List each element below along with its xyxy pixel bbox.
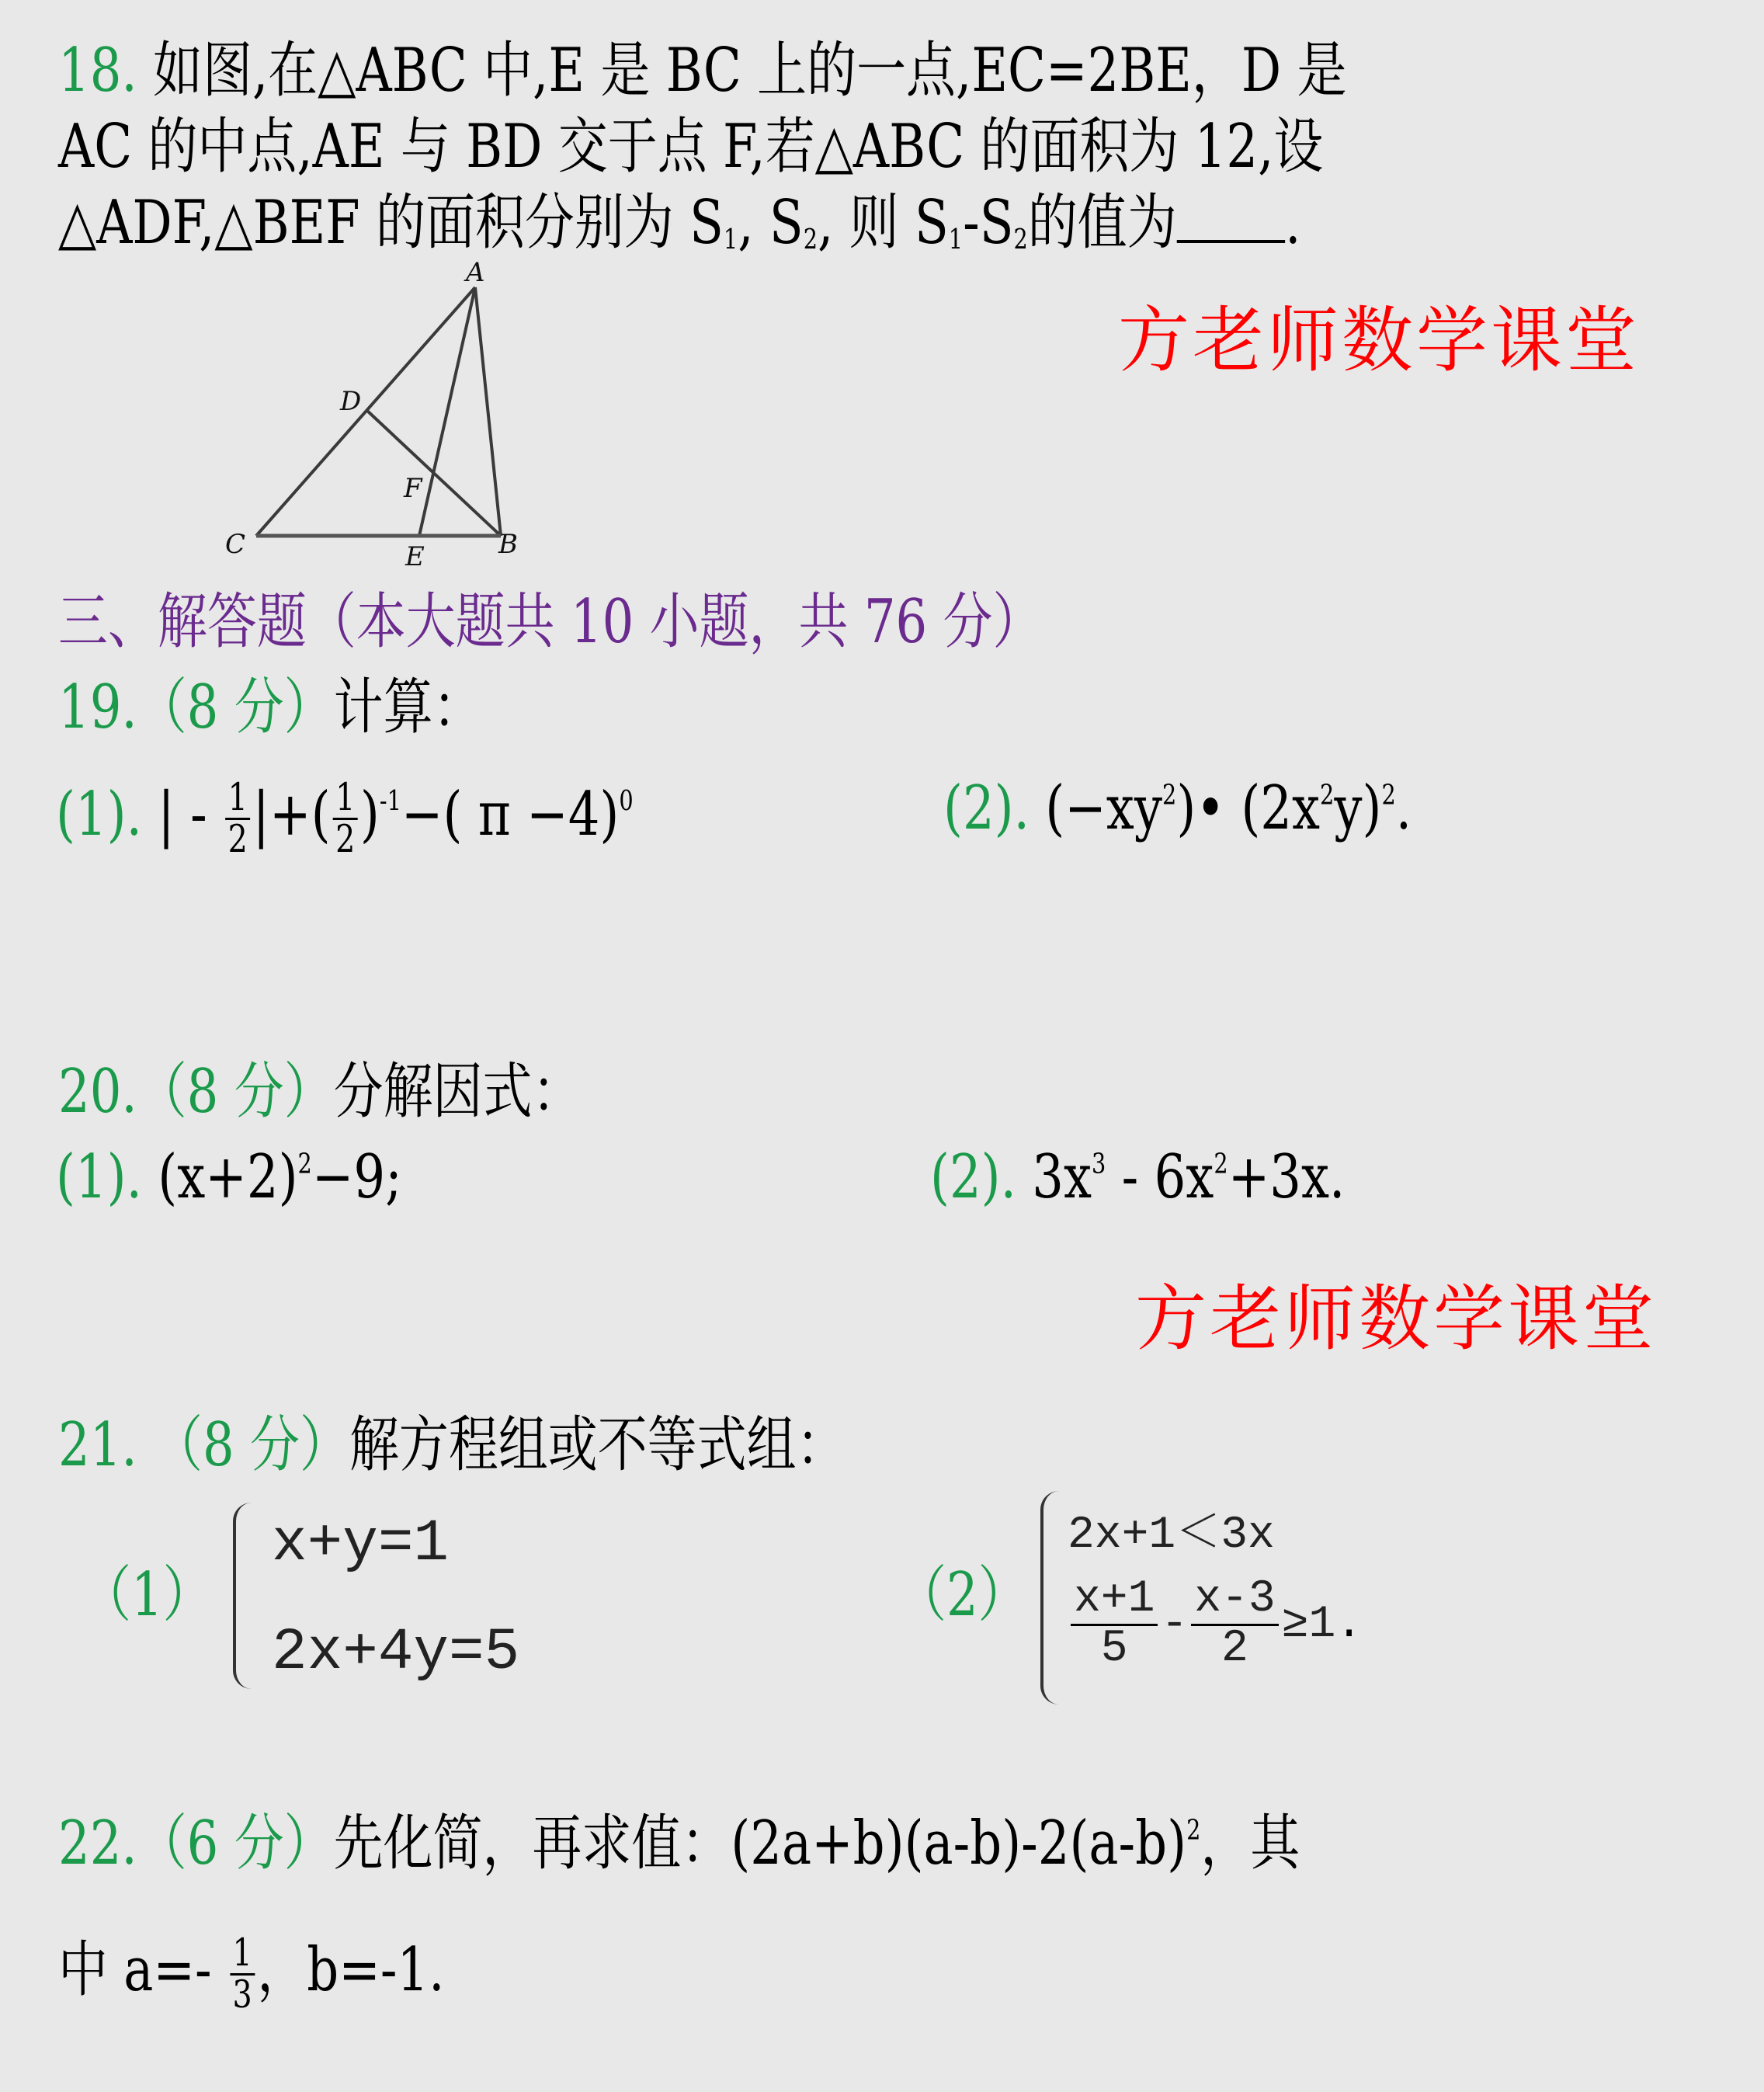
expr: (x+2) <box>158 1142 298 1212</box>
exponent: 0 <box>619 785 634 818</box>
q18-text-3c: 的值为 <box>1027 188 1177 258</box>
q18-number: 18. <box>58 36 137 106</box>
numerator: 1 <box>333 778 358 820</box>
subscript: 1 <box>948 224 964 256</box>
brace <box>1040 1491 1059 1705</box>
triangle-figure <box>217 256 543 582</box>
denominator: 2 <box>227 817 248 861</box>
q18-text-3a: △ADF,△BEF 的面积分别为 S <box>58 188 724 258</box>
brace <box>233 1503 252 1689</box>
fraction <box>333 778 358 860</box>
q18-line-1 <box>58 36 1347 106</box>
section-3-title: 三、解答题（本大题共 10 小题，共 76 分） <box>58 587 1043 657</box>
q20-heading <box>58 1057 582 1127</box>
exponent: 2 <box>1186 1814 1201 1847</box>
expr: −( π −4) <box>401 779 620 850</box>
q20-number: 20.（8 分） <box>58 1057 334 1127</box>
expr: y) <box>1334 773 1382 843</box>
exponent: 2 <box>1214 1148 1228 1180</box>
exponent: 2 <box>297 1148 312 1180</box>
q19-part-1 <box>56 778 634 860</box>
label-C: C <box>225 529 246 560</box>
q19-part-2 <box>943 773 1412 843</box>
exponent: 2 <box>1381 779 1396 811</box>
q22-number: 22.（6 分） <box>58 1809 334 1878</box>
numerator: x+1 <box>1071 1576 1158 1626</box>
expr: . <box>1395 773 1412 843</box>
label-F: F <box>404 473 422 504</box>
inequality-1: 2x+1＜3x <box>1068 1510 1275 1561</box>
q18-text-comma: , S <box>738 188 804 258</box>
expr: −9; <box>311 1142 402 1212</box>
q20-part-1 <box>56 1142 402 1212</box>
part-label: (1). <box>56 1142 142 1212</box>
q19-prompt: 计算： <box>333 672 483 742</box>
numerator: 1 <box>230 1934 255 1976</box>
q22-line-2 <box>58 1931 445 2017</box>
expr: - <box>1161 1599 1189 1650</box>
q22-text: ，b=-1. <box>257 1934 445 2005</box>
answer-blank <box>1177 193 1285 243</box>
q21-prompt: 解方程组或不等式组： <box>349 1410 846 1480</box>
label-A: A <box>466 257 485 288</box>
q21-heading <box>58 1410 846 1480</box>
expr: )• (2x <box>1176 773 1321 843</box>
subscript: 2 <box>803 224 818 256</box>
part-label: (1). <box>56 779 142 850</box>
equation-2: 2x+4y=5 <box>272 1619 520 1686</box>
expr: - 6x <box>1106 1142 1214 1212</box>
watermark-1: 方老师数学课堂 <box>1118 299 1641 382</box>
expr: (−xy <box>1045 773 1163 843</box>
q20-prompt: 分解因式： <box>333 1057 582 1127</box>
q21-part-2-label: （2） <box>897 1560 1028 1630</box>
fraction <box>230 1931 255 2017</box>
q19-heading <box>58 672 483 742</box>
part-label: (2). <box>930 1142 1016 1212</box>
denominator: 2 <box>1221 1623 1248 1674</box>
numerator: x-3 <box>1191 1576 1278 1626</box>
subscript: 2 <box>1013 224 1028 256</box>
q18-line-3 <box>58 188 1301 258</box>
expr: ≥1 <box>1281 1599 1336 1650</box>
q22-text: 先化简，再求值：(2a+b)(a-b)-2(a-b) <box>333 1809 1187 1878</box>
q18-text-3b: , 则 S <box>818 188 949 258</box>
numerator: 1 <box>225 778 250 820</box>
q18-text-1: 如图,在△ABC 中,E 是 BC 上的一点,EC=2BE，D 是 <box>153 36 1347 106</box>
part-label: (2). <box>943 773 1030 843</box>
expr: |+( <box>252 779 331 850</box>
q22-line-1 <box>58 1809 1300 1878</box>
q21-part-1-label: （1） <box>82 1560 213 1630</box>
exponent: -1 <box>379 785 401 818</box>
equation-1: x+y=1 <box>272 1510 450 1577</box>
q18-line-2 <box>58 112 1324 182</box>
denominator: 2 <box>335 817 356 861</box>
denominator: 5 <box>1100 1623 1128 1674</box>
q19-number: 19.（8 分） <box>58 672 334 742</box>
expr: . <box>1335 1599 1363 1650</box>
fraction <box>1191 1576 1278 1673</box>
inequality-2 <box>1068 1576 1363 1673</box>
q22-text: 中 a=- <box>58 1934 212 2005</box>
exponent: 3 <box>1092 1148 1106 1180</box>
expr: ) <box>359 779 380 850</box>
q18-text-2: AC 的中点,AE 与 BD 交于点 F,若△ABC 的面积为 12,设 <box>58 112 1324 182</box>
fraction <box>225 778 250 860</box>
fraction <box>1071 1576 1158 1673</box>
q20-part-2 <box>930 1142 1346 1212</box>
exponent: 2 <box>1320 779 1335 811</box>
expr: 3x <box>1032 1142 1092 1212</box>
exponent: 2 <box>1162 779 1177 811</box>
denominator: 3 <box>232 1972 252 2017</box>
label-D: D <box>340 386 362 417</box>
q21-number: 21. （8 分） <box>58 1410 349 1480</box>
expr: | - <box>158 779 207 850</box>
q22-text: ，其 <box>1200 1809 1300 1878</box>
label-E: E <box>405 541 425 572</box>
q18-text-minus: -S <box>963 188 1014 258</box>
expr: +3x. <box>1228 1142 1346 1212</box>
label-B: B <box>498 529 518 560</box>
q18-end: . <box>1285 188 1301 258</box>
watermark-2: 方老师数学课堂 <box>1135 1277 1658 1360</box>
subscript: 1 <box>723 224 738 256</box>
